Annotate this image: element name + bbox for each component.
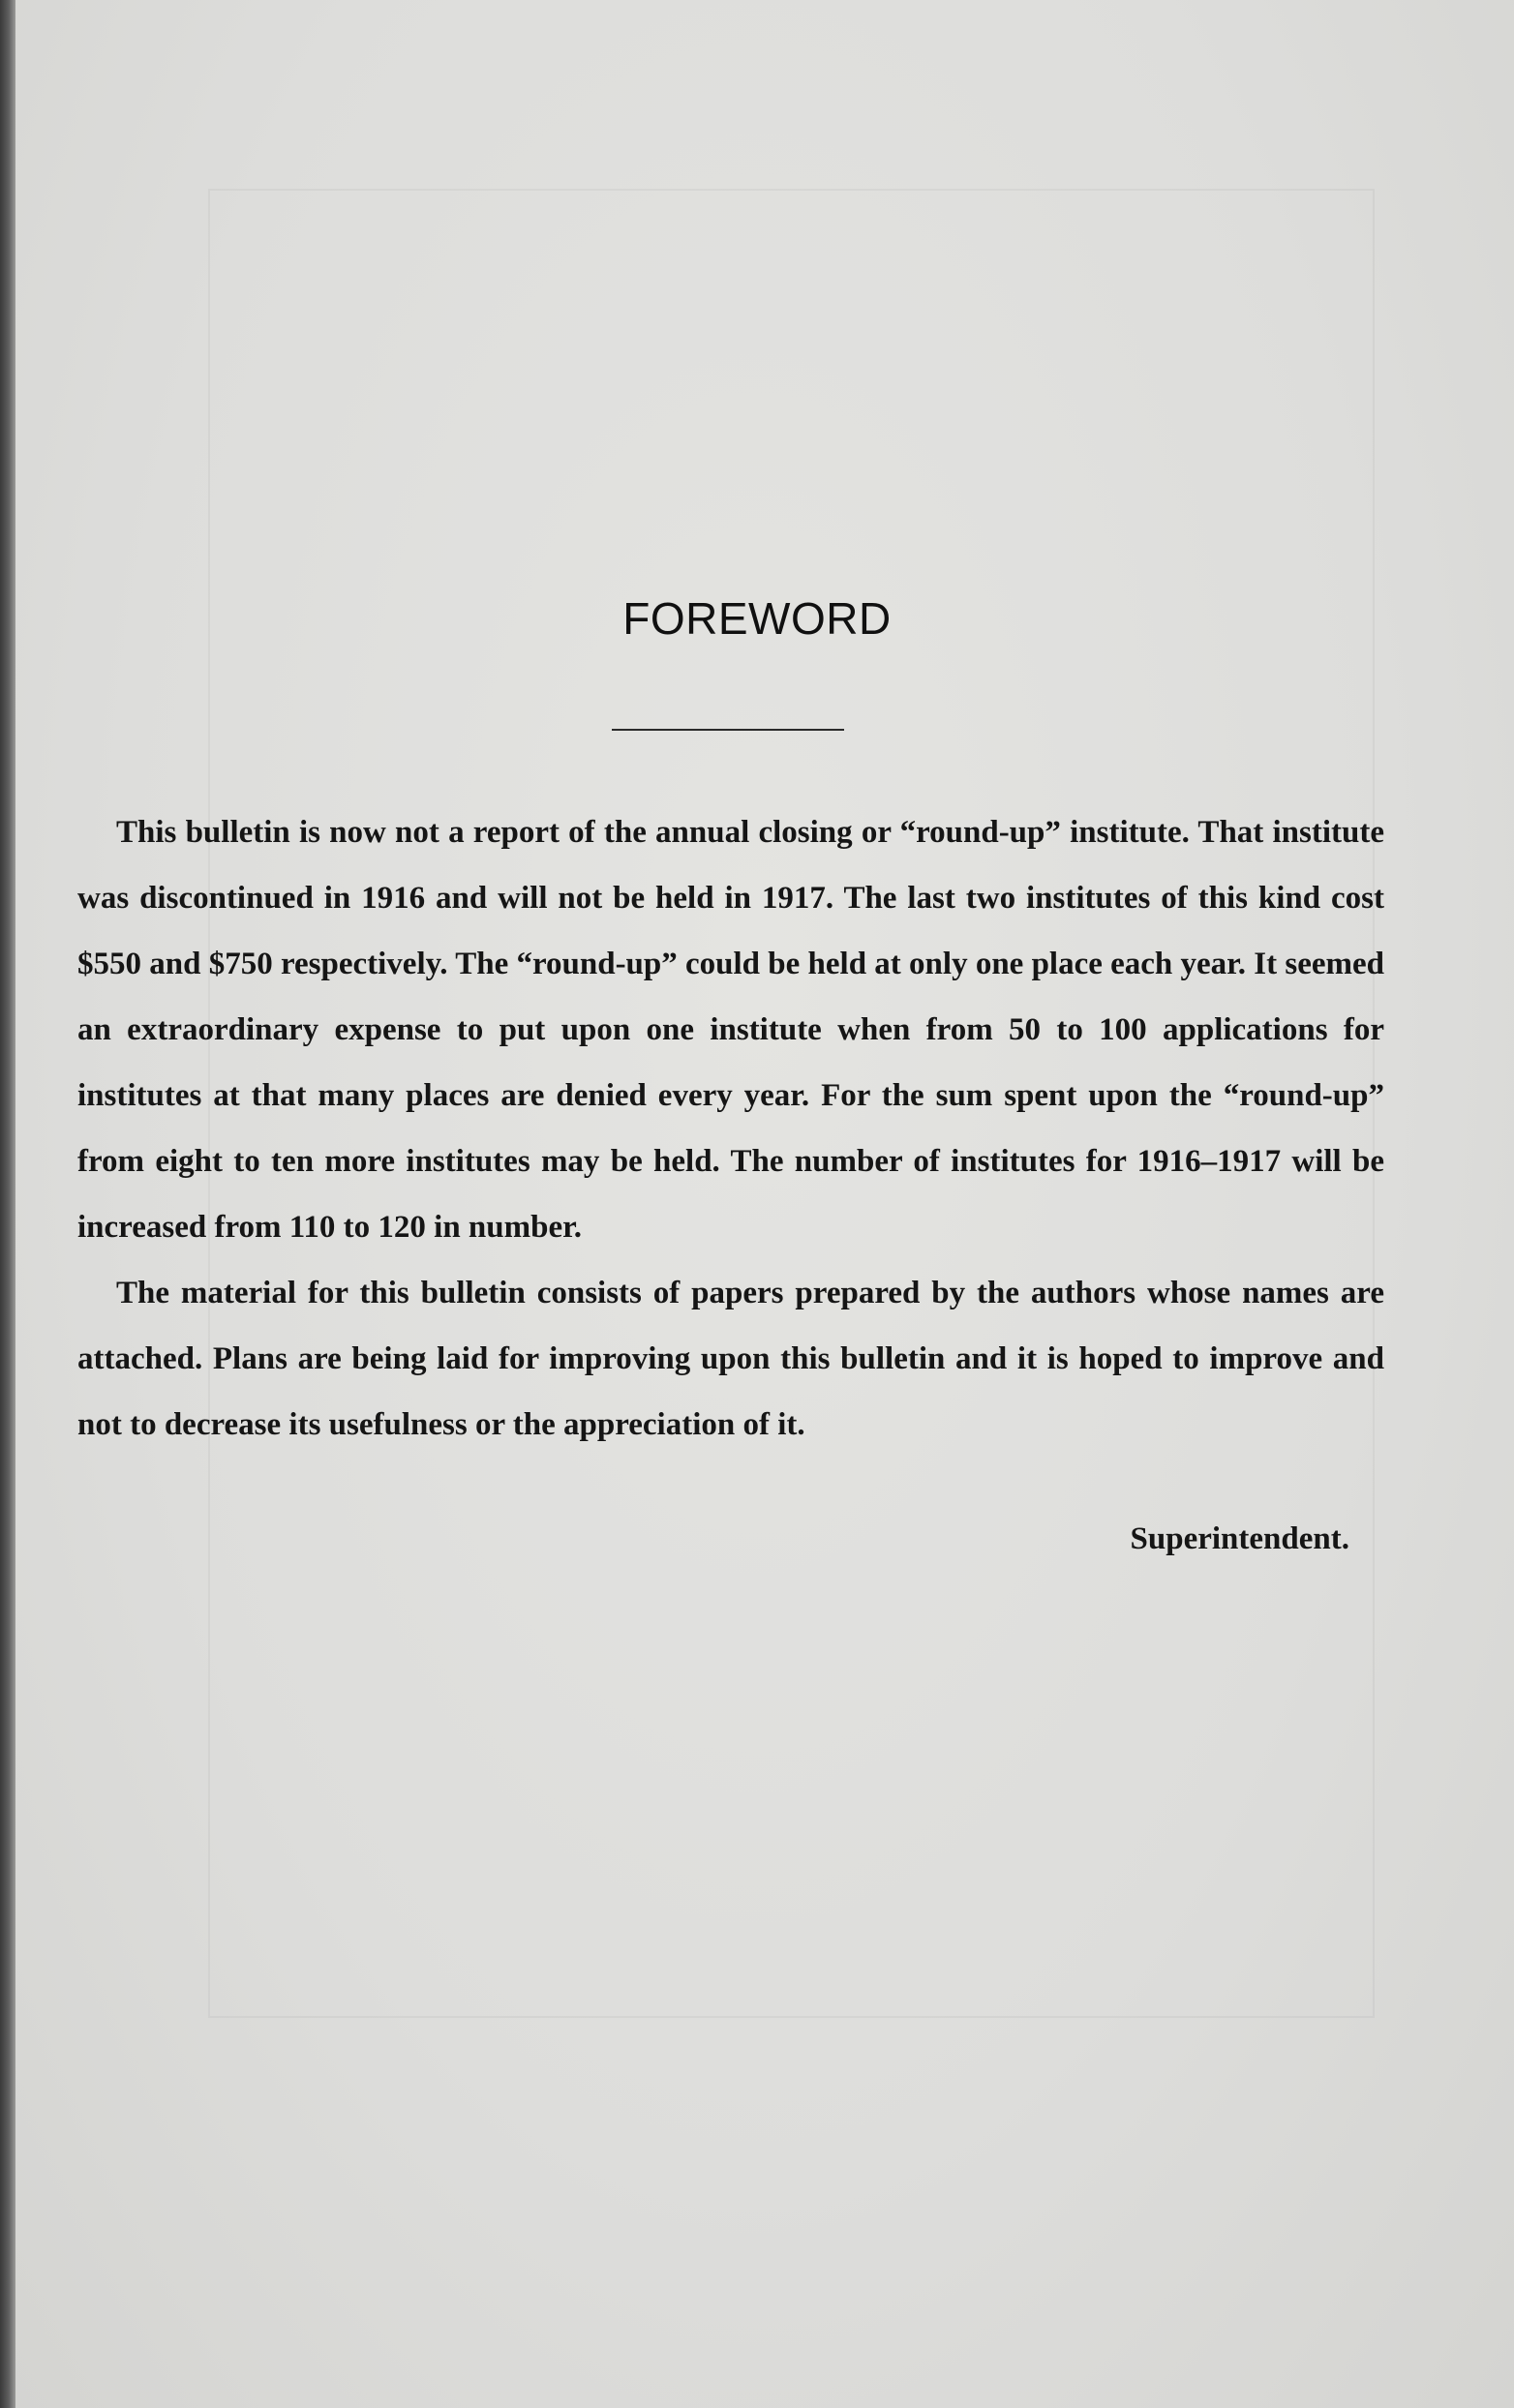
book-spine-shadow	[0, 0, 15, 2408]
title-rule	[612, 729, 844, 731]
signature: Superintendent.	[1130, 1521, 1349, 1556]
paragraph-2: The material for this bulletin consists of papers prepared by the authors whose names are attached. Plans are being laid for improving upon this bulletin and it is hoped to improve and not to decrease its usefulness or the appreciation of it.	[77, 1276, 1384, 1442]
page-title: FOREWORD	[622, 593, 892, 644]
foreword-body	[77, 799, 1384, 1458]
paragraph-1: This bulletin is now not a report of the annual closing or “round-up” institute. That institute was discontinued in 1916 and will not be held in 1917. The last two institutes of this kind cost $550 and $750 respectively. The “round-up” could be held at only one place each year. It seemed an extraordinary expense to put upon one institute when from 50 to 100 applications for institutes at that many places are denied every year. For the sum spent upon the “round-up” from eight to ten more institutes may be held. The number of institutes for 1916–1917 will be increased from 110 to 120 in number.	[77, 815, 1385, 1245]
